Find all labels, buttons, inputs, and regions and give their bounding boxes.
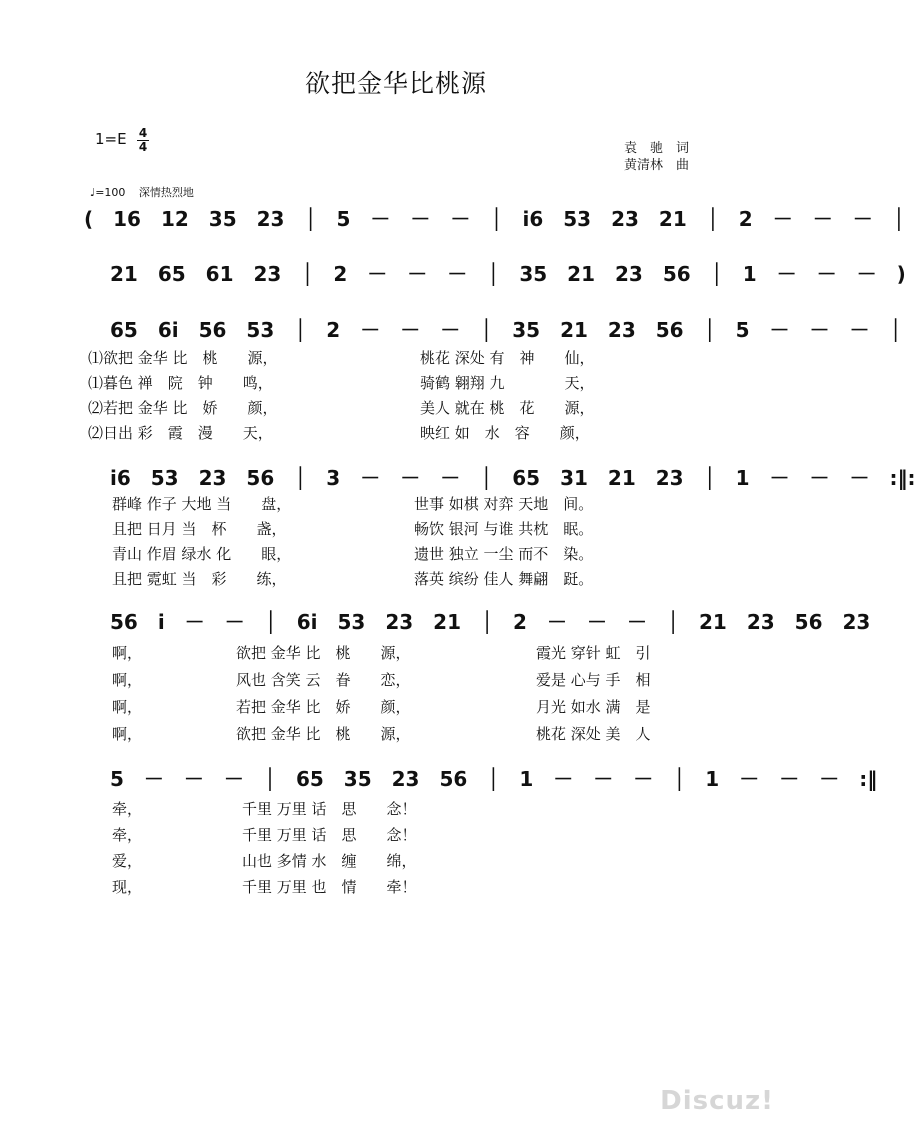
- lyric-line: 骑鹤 翱翔 九 天，: [420, 374, 595, 392]
- lyric-line: 啊，: [112, 644, 143, 662]
- lyrics-block-2: [112, 492, 291, 592]
- song-title: 欲把金华比桃源: [304, 69, 487, 98]
- notation-row-6: 5 － － － │ 65 35 23 56 │ 1 － － － │ 1 － － － :‖: [110, 767, 878, 791]
- lyric-line: 千里 万里 话 思 念！: [242, 826, 417, 844]
- lyric-line: 爱，: [112, 852, 143, 870]
- lyrics-block-1b: [420, 346, 595, 446]
- notation-row-4: i6 53 23 56 │ 3 － － － │ 65 31 21 23 │ 1 － － － :‖:: [110, 466, 916, 490]
- lyric-line: 若把 金华 比 娇 颜，: [236, 698, 411, 716]
- tempo-expression: 深情热烈地: [138, 186, 194, 199]
- lyric-line: 世事 如棋 对弈 天地 间。: [414, 495, 594, 513]
- time-signature-bottom: 4: [138, 140, 148, 154]
- lyrics-block-1: [88, 346, 278, 446]
- lyric-line: 月光 如水 满 是: [536, 698, 651, 716]
- lyric-line: 桃花 深处 有 神 仙，: [420, 349, 595, 367]
- time-signature-top: 4: [138, 126, 148, 140]
- lyric-line: 山也 多情 水 缠 绵，: [242, 852, 417, 870]
- lyric-line: 美人 就在 桃 花 源，: [420, 399, 595, 417]
- lyric-line: 千里 万里 也 情 牵！: [242, 878, 417, 896]
- notation-row-5: 56 i － － │ 6i 53 23 21 │ 2 － － － │ 21 23 56 23: [110, 610, 871, 634]
- lyrics-block-3a: [112, 640, 142, 748]
- lyric-line: 风也 含笑 云 眷 恋，: [236, 671, 411, 689]
- lyricist-credit: 袁 驰 词: [624, 141, 690, 156]
- lyric-line: 欲把 金华 比 桃 源，: [236, 725, 411, 743]
- key-signature: 1=E: [95, 130, 127, 148]
- lyric-line: 桃花 深处 美 人: [536, 725, 651, 743]
- lyrics-block-4a: [112, 796, 142, 900]
- lyric-line: 牵，: [112, 800, 143, 818]
- lyric-line: ⑴暮色 禅 院 钟 鸣，: [88, 374, 273, 392]
- lyric-line: 落英 缤纷 佳人 舞翩 跹。: [414, 570, 594, 588]
- notation-row-3: 65 6i 56 53 │ 2 － － － │ 35 21 23 56 │ 5 － － － │: [110, 318, 902, 342]
- time-signature: [137, 127, 149, 154]
- watermark: Discuz!: [660, 1086, 774, 1116]
- notation-row-1: ( 16 12 35 23 │ 5 － － － │ i6 53 23 21 │ 2 － － － │: [84, 207, 905, 231]
- lyrics-block-4b: [242, 796, 417, 900]
- lyric-line: 群峰 作子 大地 当 盘，: [112, 495, 292, 513]
- lyric-line: 遗世 独立 一尘 而不 染。: [414, 545, 594, 563]
- lyrics-block-3c: [536, 640, 651, 748]
- lyric-line: 畅饮 银河 与谁 共枕 眠。: [414, 520, 594, 538]
- lyric-line: 青山 作眉 绿水 化 眼，: [112, 545, 292, 563]
- notation-row-2: 21 65 61 23 │ 2 － － － │ 35 21 23 56 │ 1 － － － ): [110, 262, 906, 286]
- lyric-line: 啊，: [112, 671, 143, 689]
- lyric-line: 霞光 穿针 虹 引: [536, 644, 651, 662]
- lyric-line: 欲把 金华 比 桃 源，: [236, 644, 411, 662]
- lyric-line: 爱是 心与 手 相: [536, 671, 651, 689]
- lyric-line: 啊，: [112, 698, 143, 716]
- lyric-line: 且把 霓虹 当 彩 练，: [112, 570, 287, 588]
- lyric-line: 且把 日月 当 杯 盏，: [112, 520, 287, 538]
- lyric-line: 千里 万里 话 思 念！: [242, 800, 417, 818]
- lyric-line: ⑵若把 金华 比 娇 颜，: [88, 399, 278, 417]
- lyric-line: 啊，: [112, 725, 143, 743]
- lyric-line: 现，: [112, 878, 143, 896]
- composer-credit: 黄清林 曲: [624, 158, 690, 173]
- lyric-line: 牵，: [112, 826, 143, 844]
- lyric-line: 映红 如 水 容 颜，: [420, 424, 590, 442]
- lyrics-block-3b: [236, 640, 411, 748]
- lyrics-block-2b: [414, 492, 593, 592]
- lyric-line: ⑴欲把 金华 比 桃 源，: [88, 349, 278, 367]
- tempo-marking: [90, 184, 194, 200]
- tempo-mark: ♩=100: [90, 186, 126, 199]
- lyric-line: ⑵日出 彩 霞 漫 天，: [88, 424, 273, 442]
